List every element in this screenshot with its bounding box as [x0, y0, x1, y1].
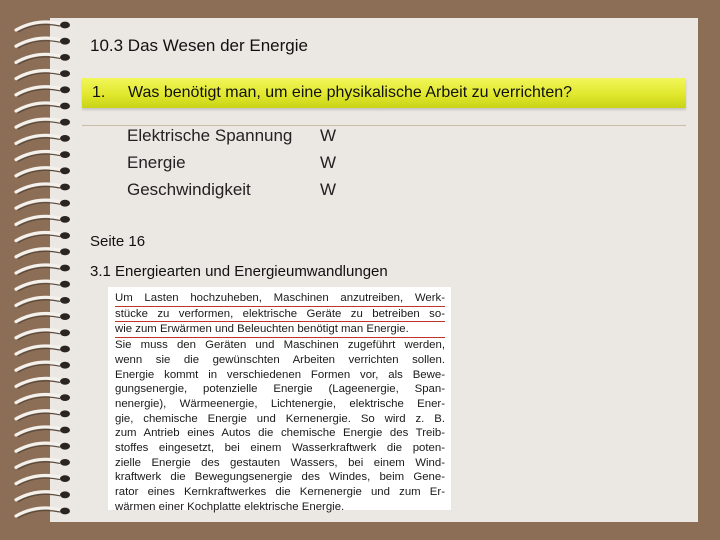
- spiral-binding-icon: [10, 18, 80, 522]
- underlined-passage: [115, 291, 445, 338]
- answer-label: Energie: [127, 153, 186, 172]
- binding-ring: [16, 216, 70, 226]
- binding-ring: [16, 22, 70, 32]
- binding-ring: [16, 119, 70, 129]
- binding-ring: [16, 491, 70, 501]
- binding-ring: [16, 378, 70, 388]
- excerpt-line: nenergie), Wärmeenergie, Lichtenergie, elektrische Ener-: [115, 397, 445, 410]
- question-highlight-bar: [82, 78, 686, 108]
- binding-ring: [16, 265, 70, 275]
- binding-ring: [16, 135, 70, 145]
- excerpt-line: rator eines Kernkraftwerkes die Kernenergie und zum Er-: [115, 486, 445, 499]
- textbook-excerpt: [108, 287, 451, 513]
- binding-ring: [16, 70, 70, 80]
- binding-ring: [16, 281, 70, 291]
- binding-ring: [16, 184, 70, 194]
- answer-label: Geschwindigkeit: [127, 180, 251, 199]
- binding-ring: [16, 475, 70, 485]
- binding-ring: [16, 508, 70, 518]
- binding-ring: [16, 38, 70, 48]
- excerpt-line: zum Antrieb eines Autos die chemische Energie des Treib-: [115, 427, 445, 440]
- binding-ring: [16, 346, 70, 356]
- slide-title: 10.3 Das Wesen der Energie: [90, 36, 308, 55]
- excerpt-line: wenn sie die gewünschten Arbeiten verrichten sollen.: [115, 353, 445, 366]
- excerpt-line: wärmen einer Kochplatte elektrische Energie.: [115, 500, 345, 513]
- excerpt-line: Energie kommt in verschiedenen Formen vor, als Bewe-: [115, 368, 445, 381]
- binding-ring: [16, 329, 70, 339]
- excerpt-line: Sie muss den Geräten und Maschinen zugeführt werden,: [115, 339, 445, 352]
- excerpt-line: wie zum Erwärmen und Beleuchten benötigt man Energie.: [115, 322, 445, 338]
- excerpt-line: zielle Energie des gestauten Wassers, bei einem Wind-: [115, 456, 445, 469]
- excerpt-text: [115, 291, 445, 515]
- binding-ring: [16, 362, 70, 372]
- excerpt-line: gungsenergie, potenzielle Energie (Lageenergie, Span-: [115, 383, 445, 396]
- page-reference: Seite 16: [90, 233, 146, 250]
- excerpt-line: stücke zu verformen, elektrische Geräte zu betreiben so-: [115, 307, 445, 323]
- answer-letter: W: [320, 126, 337, 145]
- binding-ring: [16, 232, 70, 242]
- excerpt-line: gie, chemische Energie und Kernenergie. So wird z. B.: [115, 412, 445, 425]
- binding-ring: [16, 86, 70, 96]
- binding-ring: [16, 54, 70, 64]
- binding-ring: [16, 313, 70, 323]
- excerpt-line: stoffes eingesetzt, bei einem Wasserkraftwerk die poten-: [115, 442, 445, 455]
- answer-letter: W: [320, 180, 337, 199]
- binding-ring: [16, 443, 70, 453]
- answer-letter: W: [320, 153, 337, 172]
- excerpt-line: kraftwerk die Bewegungsenergie des Windes, beim Gene-: [115, 471, 445, 484]
- question-number: 1.: [92, 84, 106, 101]
- section-reference: 3.1 Energiearten und Energieumwandlungen: [90, 263, 388, 280]
- binding-ring: [16, 167, 70, 177]
- binding-ring: [16, 459, 70, 469]
- question-text: Was benötigt man, um eine physikalische Arbeit zu verrichten?: [128, 84, 573, 101]
- excerpt-line: Um Lasten hochzuheben, Maschinen anzutreiben, Werk-: [115, 291, 445, 307]
- binding-ring: [16, 427, 70, 437]
- binding-ring: [16, 394, 70, 404]
- binding-ring: [16, 200, 70, 210]
- binding-ring: [16, 103, 70, 113]
- binding-ring: [16, 410, 70, 420]
- answer-label: Elektrische Spannung: [127, 126, 293, 145]
- binding-ring: [16, 297, 70, 307]
- binding-ring: [16, 248, 70, 258]
- binding-ring: [16, 151, 70, 161]
